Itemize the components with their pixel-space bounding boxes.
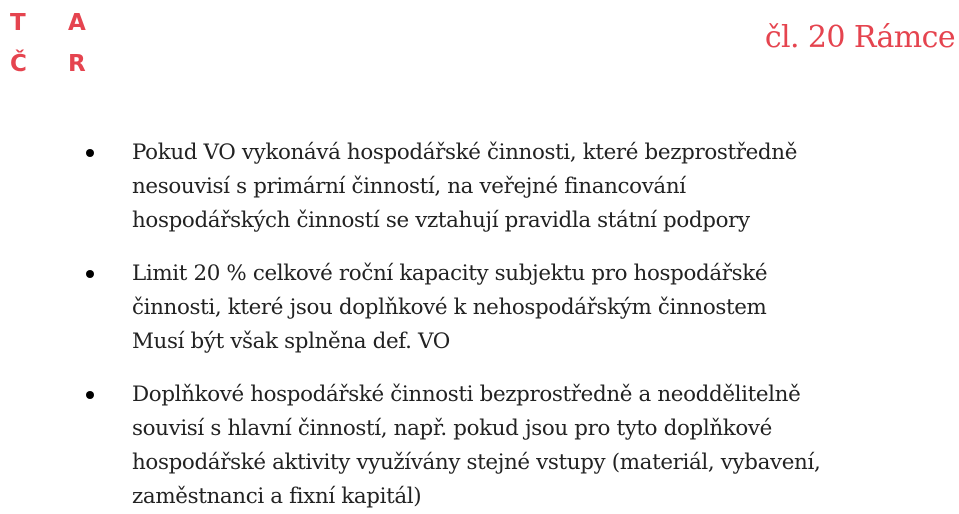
bullet-line: hospodářských činností se vztahují pravidla státní podpory [132,208,750,233]
tacr-logo [10,4,94,90]
logo-letter-a: A [68,9,86,36]
bullet-line: Doplňkové hospodářské činnosti bezprostředně a neoddělitelně [132,382,801,407]
bullet-dot-icon [86,391,94,399]
bullet-list [86,136,954,514]
logo-letter-r: R [68,50,86,77]
bullet-item-economic-activities [86,136,954,238]
bullet-dot-icon [86,270,94,278]
slide-title: čl. 20 Rámce [764,20,955,55]
bullet-line: Limit 20 % celkové roční kapacity subjektu pro hospodářské [132,261,768,286]
bullet-line: Musí být však splněna def. VO [132,329,450,354]
bullet-line: zaměstnanci a fixní kapitál) [132,484,422,509]
bullet-line: hospodářské aktivity využívány stejné vstupy (materiál, vybavení, [132,450,821,475]
bullet-line: nesouvisí s primární činností, na veřejné financování [132,174,686,199]
bullet-dot-icon [86,149,94,157]
bullet-item-ancillary-activities [86,378,954,514]
logo-letter-c-caron: Č [10,50,27,77]
bullet-item-capacity-limit [86,257,954,359]
bullet-line: souvisí s hlavní činností, např. pokud jsou pro tyto doplňkové [132,416,772,441]
logo-letter-t: T [10,9,26,36]
bullet-line: Pokud VO vykonává hospodářské činnosti, které bezprostředně [132,140,798,165]
bullet-line: činnosti, které jsou doplňkové k nehospodářským činnostem [132,295,767,320]
